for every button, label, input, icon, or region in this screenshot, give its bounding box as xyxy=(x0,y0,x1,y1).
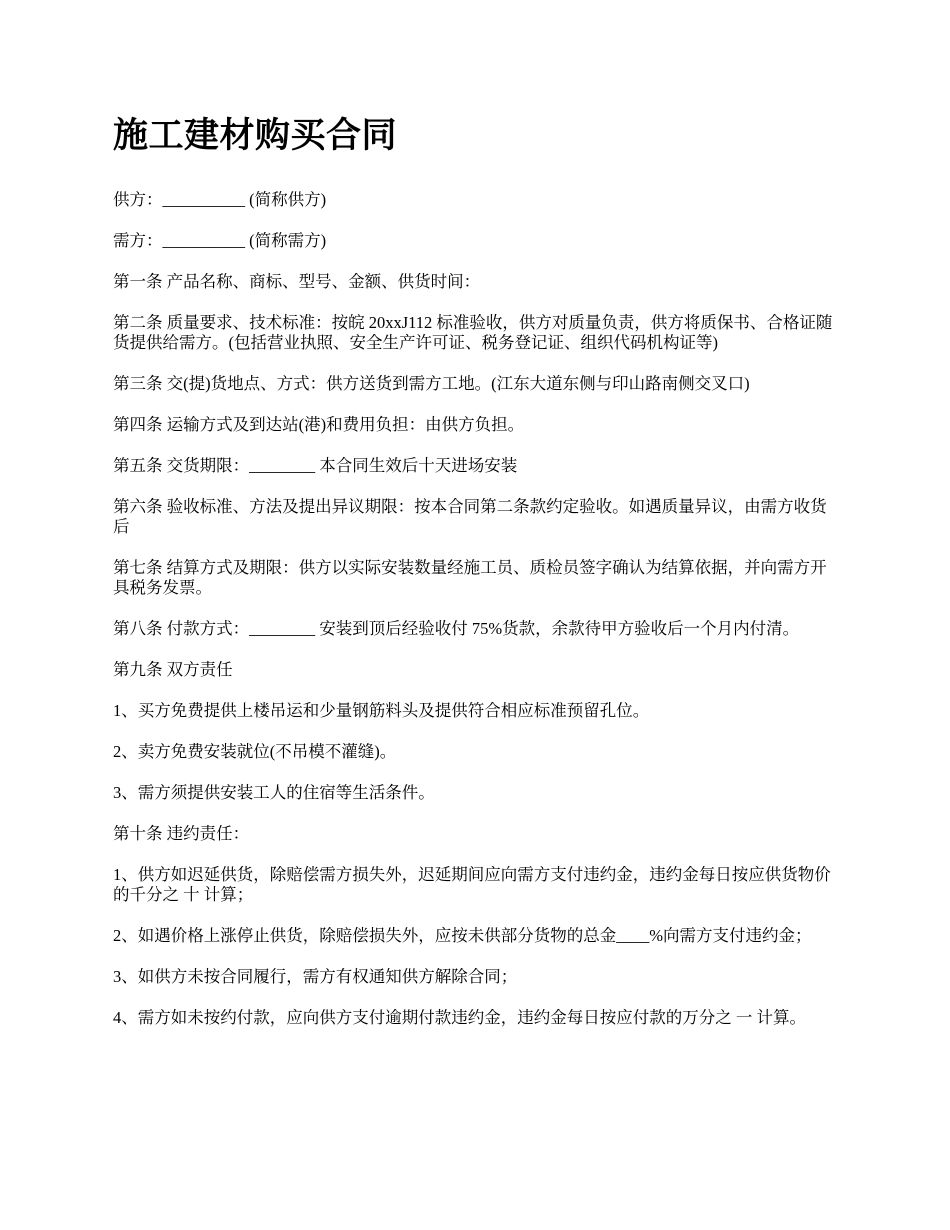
article-10-item-1: 1、供方如迟延供货，除赔偿需方损失外，迟延期间应向需方支付违约金，违约金每日按应供货物价的千分之 十 计算； xyxy=(113,865,831,904)
buyer-line: 需方：__________ (简称需方) xyxy=(113,231,327,250)
article-10-heading: 第十条 违约责任： xyxy=(113,824,250,843)
article-9-item-1: 1、买方免费提供上楼吊运和少量钢筋料头及提供符合相应标准预留孔位。 xyxy=(113,701,650,720)
article-7: 第七条 结算方式及期限：供方以实际安装数量经施工员、质检员签字确认为结算依据，并向需方开具税务发票。 xyxy=(113,558,827,597)
document-title: 施工建材购买合同 xyxy=(113,116,398,155)
contract-document xyxy=(113,112,838,1049)
article-3: 第三条 交(提)货地点、方式：供方送货到需方工地。(江东大道东侧与印山路南侧交叉口) xyxy=(113,374,750,393)
article-10-item-2: 2、如遇价格上涨停止供货，除赔偿损失外，应按未供部分货物的总金____%向需方支付违约金； xyxy=(113,926,812,945)
article-4: 第四条 运输方式及到达站(港)和费用负担：由供方负担。 xyxy=(113,415,525,434)
article-9-item-3: 3、需方须提供安装工人的住宿等生活条件。 xyxy=(113,783,435,802)
article-9-heading: 第九条 双方责任 xyxy=(113,660,233,679)
article-2: 第二条 质量要求、技术标准：按皖 20xxJ112 标准验收，供方对质量负责，供方将质保书、合格证随货提供给需方。(包括营业执照、安全生产许可证、税务登记证、组织代码机构证等) xyxy=(113,313,833,352)
article-6: 第六条 验收标准、方法及提出异议期限：按本合同第二条款约定验收。如遇质量异议，由需方收货后 xyxy=(113,497,827,536)
article-8: 第八条 付款方式：________ 安装到顶后经验收付 75%货款，余款待甲方验收后一个月内付清。 xyxy=(113,619,800,638)
article-1: 第一条 产品名称、商标、型号、金额、供货时间： xyxy=(113,272,481,291)
supplier-line: 供方：__________ (简称供方) xyxy=(113,190,327,209)
article-5: 第五条 交货期限：________ 本合同生效后十天进场安装 xyxy=(113,456,518,475)
article-10-item-4: 4、需方如未按约付款，应向供方支付逾期付款违约金，违约金每日按应付款的万分之 一 计算。 xyxy=(113,1008,806,1027)
article-10-item-3: 3、如供方未按合同履行，需方有权通知供方解除合同； xyxy=(113,967,518,986)
article-9-item-2: 2、卖方免费安装就位(不吊模不灌缝)。 xyxy=(113,742,397,761)
